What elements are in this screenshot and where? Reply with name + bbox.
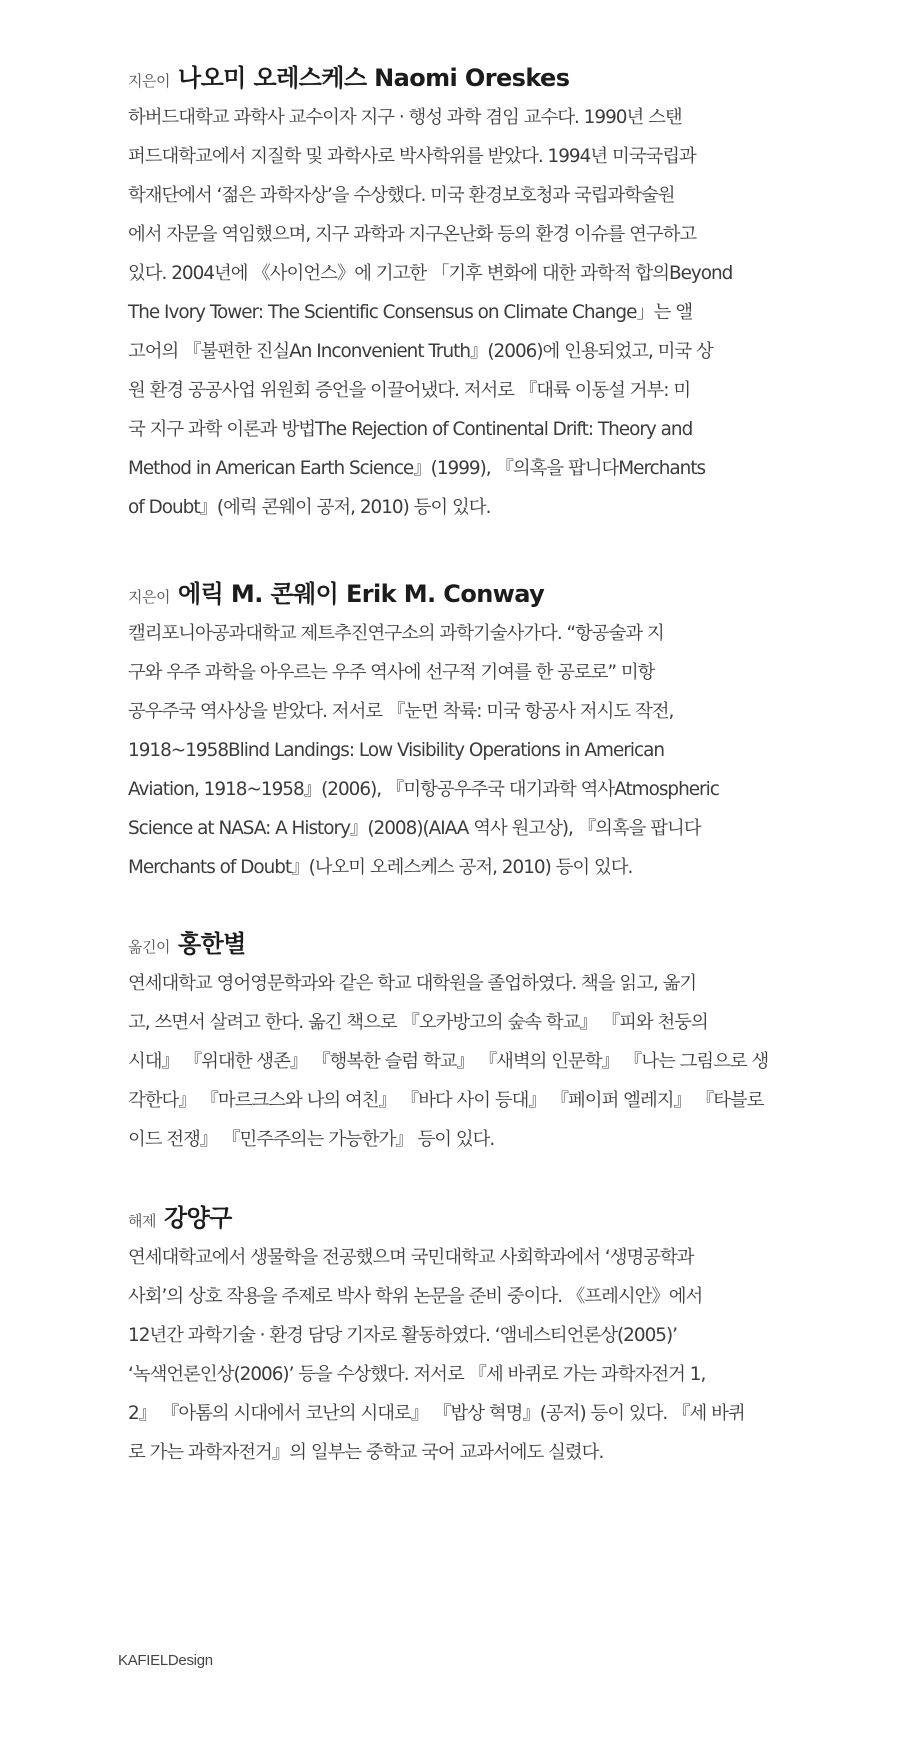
bio-line: of Doubt』(에릭 콘웨이 공저, 2010) 등이 있다. (128, 497, 491, 518)
person-name: 강양구 (163, 1204, 232, 1232)
bio-line: Merchants of Doubt』(나오미 오레스케스 공저, 2010) 등이 있다. (128, 857, 633, 878)
design-credit: KAFIELDesign (118, 1652, 213, 1669)
bio-line: 고어의 『불편한 진실An Inconvenient Truth』(2006)에 인용되었고, 미국 상 (128, 341, 713, 362)
bio-line: Aviation, 1918~1958』(2006), 『미항공우주국 대기과학 역사Atmospheric (128, 779, 719, 800)
bio-text (128, 614, 804, 887)
section-heading (128, 1198, 804, 1232)
bio-line: Method in American Earth Science』(1999), 『의혹을 팝니다Merchants (128, 458, 706, 479)
bio-line: 12년간 과학기술 · 환경 담당 기자로 활동하였다. ‘앰네스티언론상(2005)’ (128, 1325, 677, 1346)
bio-line: 1918~1958Blind Landings: Low Visibility Operations in American (128, 740, 664, 761)
bio-text (128, 964, 804, 1159)
commentator-bio (128, 1198, 804, 1472)
bio-line: 국 지구 과학 이론과 방법The Rejection of Continental Drift: Theory and (128, 419, 693, 440)
role-label: 해제 (128, 1212, 156, 1230)
bio-line: Science at NASA: A History』(2008)(AIAA 역사 원고상), 『의혹을 팝니다 (128, 818, 701, 839)
bio-line: 시대』 『위대한 생존』 『행복한 슬럼 학교』 『새벽의 인문학』 『나는 그림으로 생 (128, 1051, 769, 1072)
bio-line: 구와 우주 과학을 아우르는 우주 역사에 선구적 기여를 한 공로로” 미항 (128, 662, 655, 683)
bio-line: 퍼드대학교에서 지질학 및 과학사로 박사학위를 받았다. 1994년 미국국립과 (128, 146, 696, 167)
bio-line: 각한다』 『마르크스와 나의 여친』 『바다 사이 등대』 『페이퍼 엘레지』 『타블로 (128, 1090, 764, 1111)
bio-text (128, 98, 804, 527)
author-bio-conway (128, 574, 804, 887)
bio-line: 2』 『아톰의 시대에서 코난의 시대로』 『밥상 혁명』(공저) 등이 있다. 『세 바퀴 (128, 1403, 745, 1424)
bio-line: 에서 자문을 역임했으며, 지구 과학과 지구온난화 등의 환경 이슈를 연구하고 (128, 224, 697, 245)
role-label: 지은이 (128, 588, 170, 606)
section-heading (128, 924, 804, 958)
bio-line: 학재단에서 ‘젊은 과학자상’을 수상했다. 미국 환경보호청과 국립과학술원 (128, 185, 675, 206)
author-bio-oreskes (128, 58, 804, 527)
bio-line: 이드 전쟁』 『민주주의는 가능한가』 등이 있다. (128, 1129, 495, 1150)
bio-line: 사회’의 상호 작용을 주제로 박사 학위 논문을 준비 중이다. 《프레시안》에서 (128, 1286, 703, 1307)
person-name: 홍한별 (177, 930, 246, 958)
section-heading (128, 574, 804, 608)
bio-text (128, 1238, 804, 1472)
bio-line: 원 환경 공공사업 위원회 증언을 이끌어냈다. 저서로 『대륙 이동설 거부: 미 (128, 380, 691, 401)
bio-line: The Ivory Tower: The Scientific Consensus on Climate Change」는 앨 (128, 302, 693, 323)
bio-line: 공우주국 역사상을 받았다. 저서로 『눈먼 착륙: 미국 항공사 저시도 작전, (128, 701, 674, 722)
person-name: 에릭 M. 콘웨이 Erik M. Conway (177, 580, 545, 608)
bio-line: 고, 쓰면서 살려고 한다. 옮긴 책으로 『오카방고의 숲속 학교』 『피와 천둥의 (128, 1012, 708, 1033)
person-name: 나오미 오레스케스 Naomi Oreskes (177, 64, 570, 92)
bio-line: 하버드대학교 과학사 교수이자 지구 · 행성 과학 겸임 교수다. 1990년 스탠 (128, 107, 682, 128)
role-label: 지은이 (128, 72, 170, 90)
bio-line: 연세대학교에서 생물학을 전공했으며 국민대학교 사회학과에서 ‘생명공학과 (128, 1247, 694, 1268)
bio-line: 로 가는 과학자전거』의 일부는 중학교 국어 교과서에도 실렸다. (128, 1442, 604, 1463)
translator-bio (128, 924, 804, 1159)
bio-line: 캘리포니아공과대학교 제트추진연구소의 과학기술사가다. “항공술과 지 (128, 623, 664, 644)
bio-line: 있다. 2004년에 《사이언스》에 기고한 「기후 변화에 대한 과학적 합의Beyond (128, 263, 733, 284)
bio-line: 연세대학교 영어영문학과와 같은 학교 대학원을 졸업하였다. 책을 읽고, 옮기 (128, 973, 697, 994)
section-heading (128, 58, 804, 92)
bio-line: ‘녹색언론인상(2006)’ 등을 수상했다. 저서로 『세 바퀴로 가는 과학자전거 1, (128, 1364, 706, 1385)
role-label: 옮긴이 (128, 938, 170, 956)
